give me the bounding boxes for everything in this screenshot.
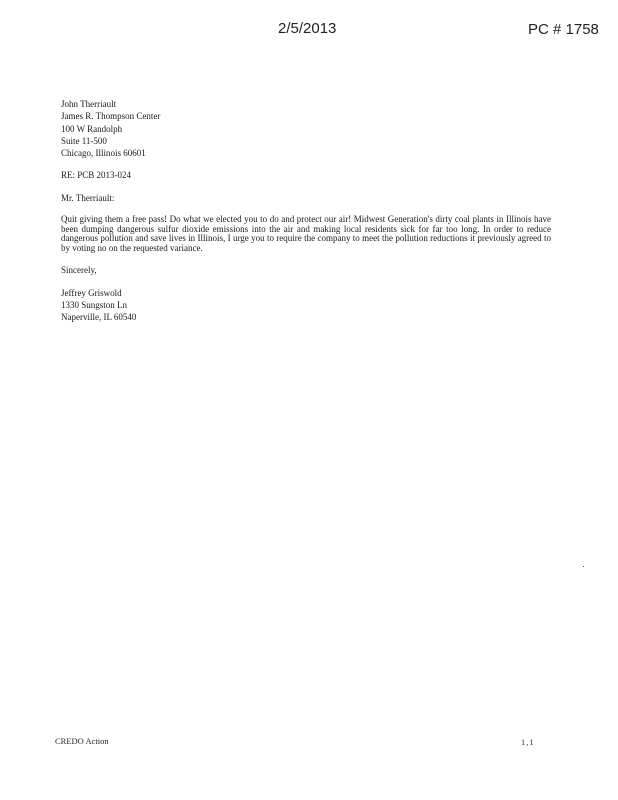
signer-city: Naperville, IL 60540 — [61, 312, 137, 323]
pc-number: PC # 1758 — [528, 21, 599, 38]
recipient-address — [61, 98, 551, 159]
salutation: Mr. Therriault: — [61, 192, 115, 203]
document-date: 2/5/2013 — [278, 20, 337, 37]
recipient-city: Chicago, Illinois 60601 — [61, 148, 146, 159]
signature-block — [61, 287, 551, 324]
signer-name: Jeffrey Griswold — [61, 287, 122, 298]
signer-street: 1330 Sungston Ln — [61, 300, 128, 311]
closing: Sincerely, — [61, 265, 97, 276]
recipient-building: James R. Thompson Center — [61, 111, 161, 122]
recipient-street: 100 W Randolph — [61, 123, 123, 134]
letter-body — [61, 98, 551, 324]
footer-source: CREDO Action — [55, 736, 109, 746]
scan-speck — [583, 566, 584, 567]
re-line: RE: PCB 2013-024 — [61, 170, 132, 181]
letter-paragraph: Quit giving them a free pass! Do what we elected you to do and protect our air! Midwest Generation's dirty coal plants in Illinois have been dumping dangerous sulfur dioxide emissions into the air and making local residents sick for far too long. In order to reduce dangerous pollution and save lives in Illinois, I urge you to require the company to meet the pollution reductions it previously agreed to by voting no on the requested variance. — [61, 214, 551, 253]
footer-page-mark: 1,1 — [521, 737, 535, 747]
recipient-name: John Therriault — [61, 99, 117, 109]
recipient-suite: Suite 11-500 — [61, 135, 107, 146]
